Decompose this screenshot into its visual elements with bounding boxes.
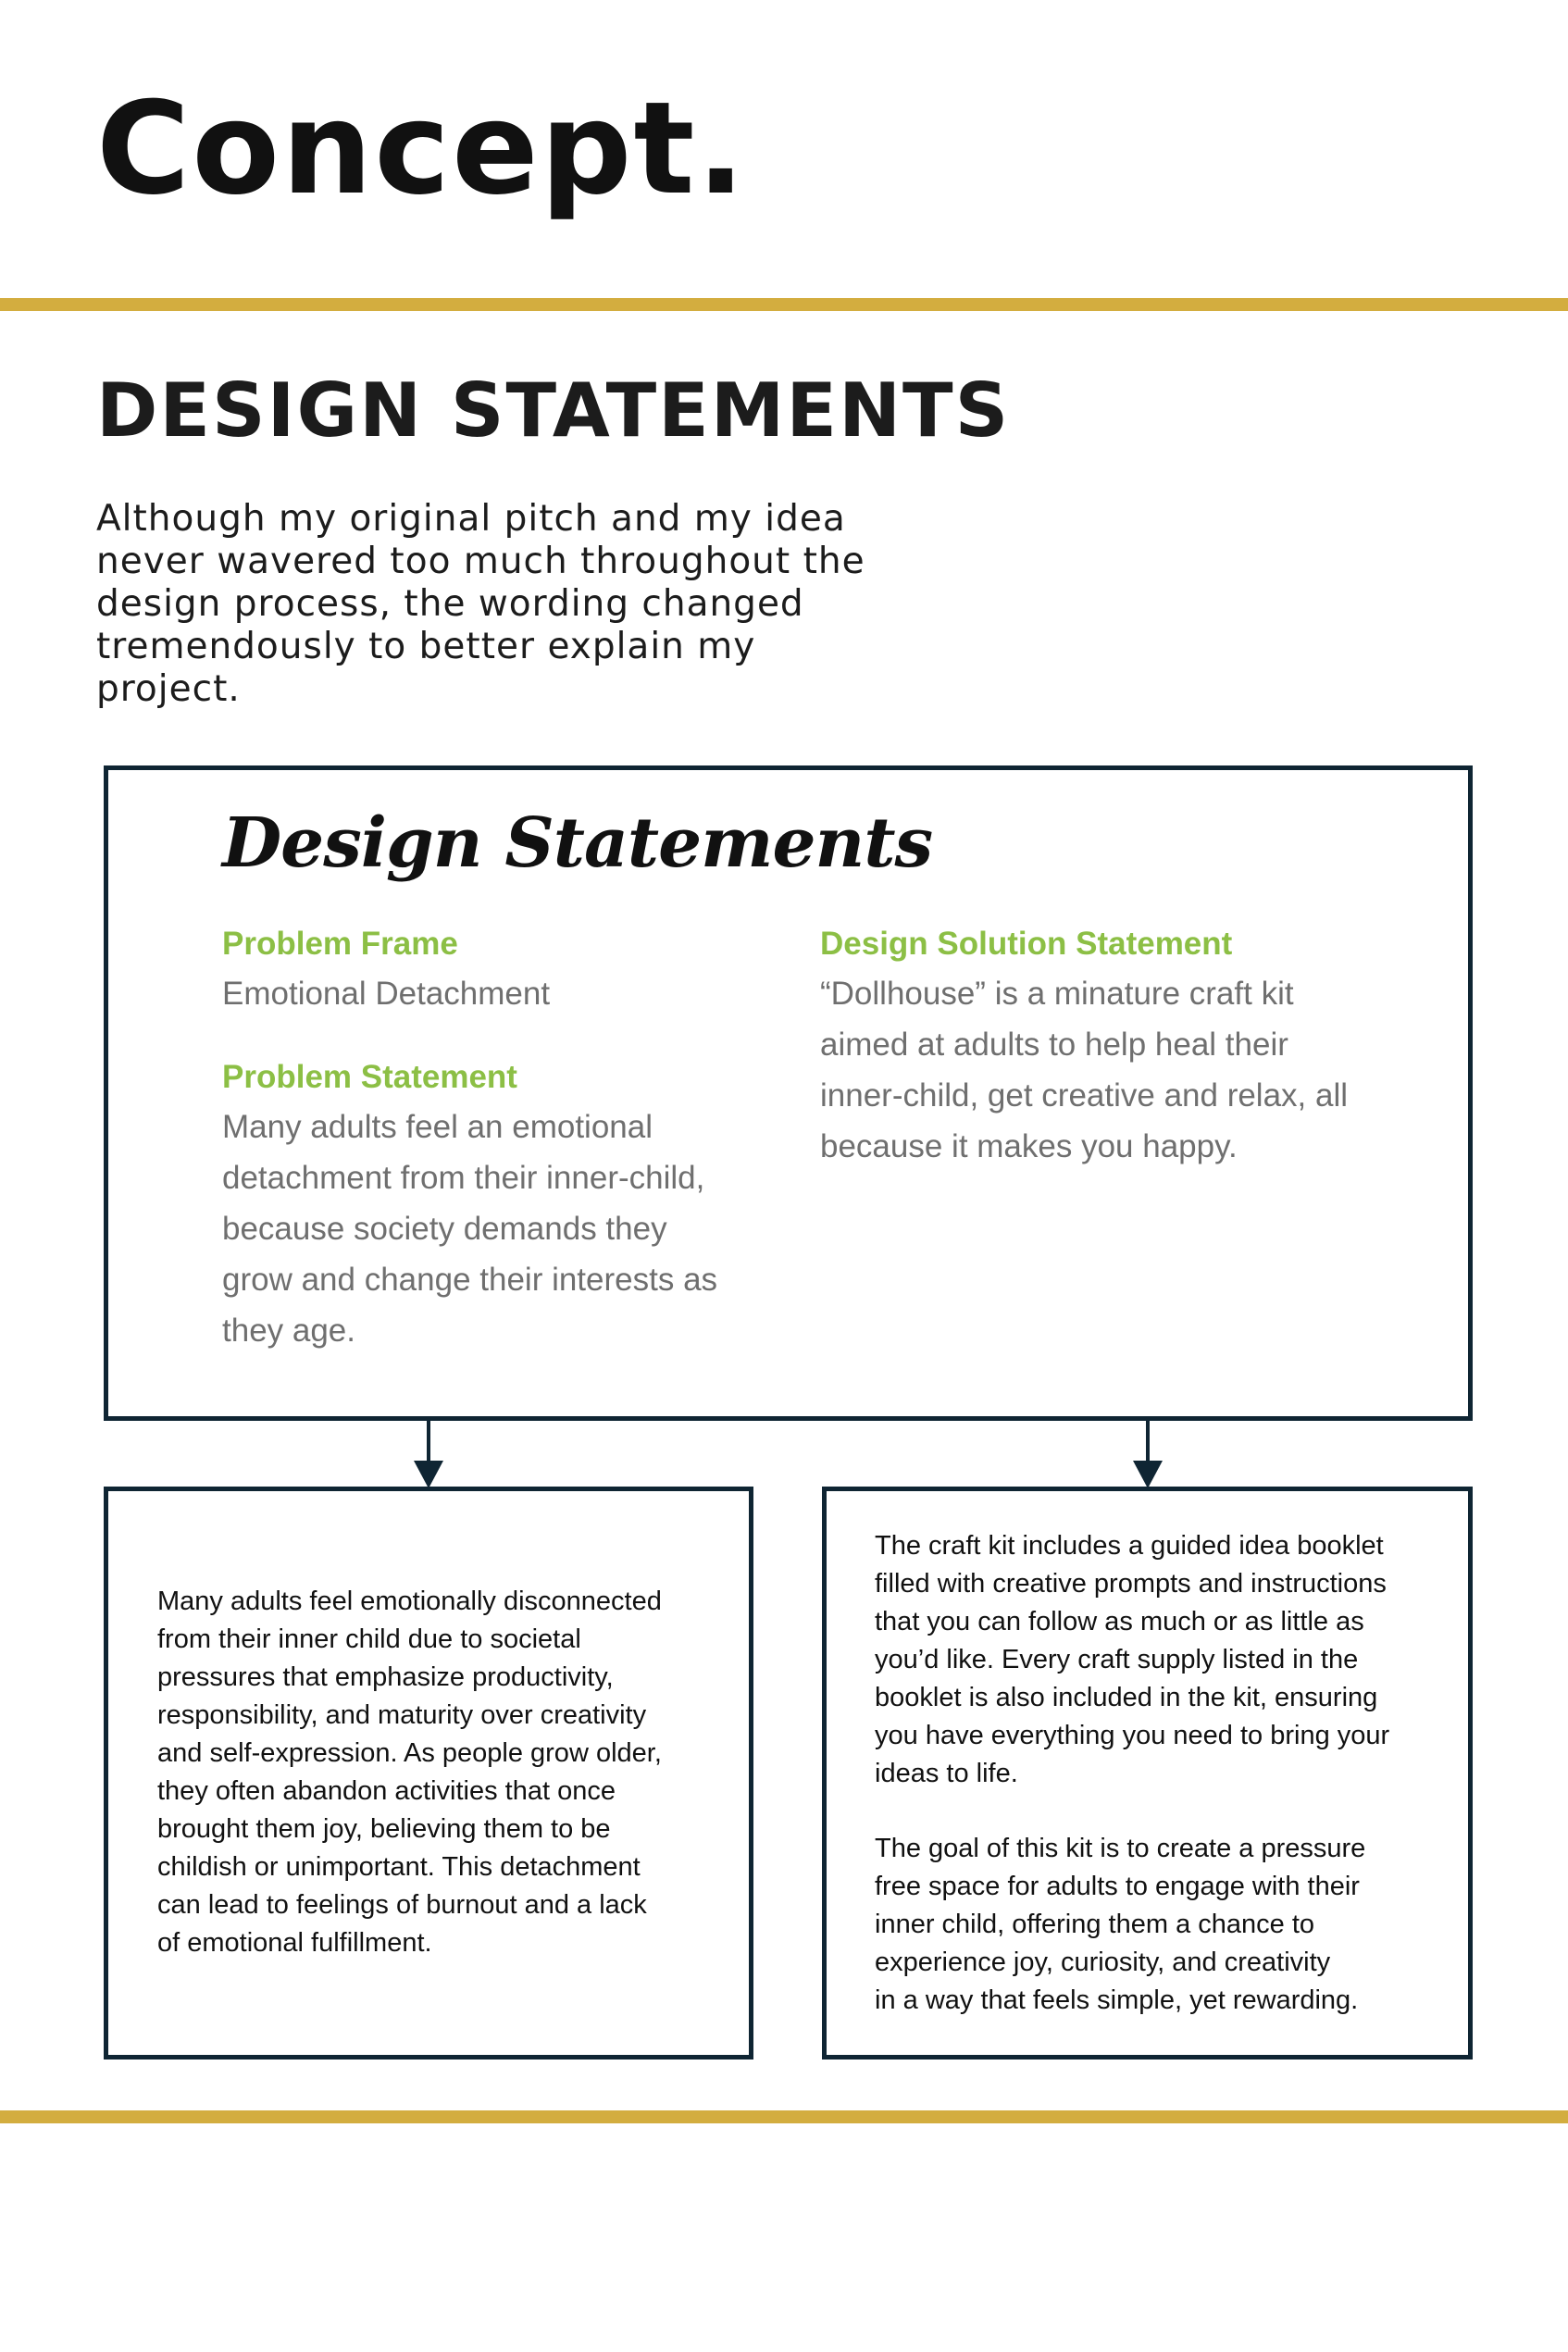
design-solution-text: “Dollhouse” is a minature craft kit aimed at adults to help heal their inner-child, get creative and relax, all because it makes you happy. <box>820 976 1349 1164</box>
page-title: Concept. <box>96 74 747 223</box>
problem-frame-label: Problem Frame <box>222 926 458 962</box>
problem-statement-label: Problem Statement <box>222 1059 517 1095</box>
solution-detail-paragraph-2: The goal of this kit is to create a pressure free space for adults to engage with their inner child, offering them a chance to experience joy, curiosity, and creativity in a way that feels simple, yet rewarding. <box>875 1834 1366 2015</box>
problem-statement-text: Many adults feel an emotional detachment from their inner-child, because society demands they grow and change their interests as they age. <box>222 1109 718 1349</box>
intro-paragraph: Although my original pitch and my idea never wavered too much throughout the design process, the wording changed tremendously to better explain my project. <box>96 498 865 710</box>
bottom-divider <box>0 2110 1568 2123</box>
left-arrow-head-icon <box>414 1461 443 1488</box>
section-heading: DESIGN STATEMENTS <box>96 367 1011 454</box>
right-arrow-head-icon <box>1133 1461 1163 1488</box>
problem-detail-text: Many adults feel emotionally disconnected from their inner child due to societal pressures that emphasize productivity, responsibility, and maturity over creativity and self-expression. As people grow older, they often abandon activities that once brought them joy, believing them to be childish or unimportant. This detachment can lead to feelings of burnout and a lack of emotional fulfillment. <box>157 1587 662 1958</box>
design-solution-label: Design Solution Statement <box>820 926 1233 962</box>
top-divider <box>0 298 1568 311</box>
design-statements-title: Design Statements <box>222 803 933 883</box>
solution-detail-paragraph-1: The craft kit includes a guided idea booklet filled with creative prompts and instructions that you can follow as much or as little as you’d like. Every craft supply listed in the booklet is also included in the kit, ensuring you have everything you need to bring your ideas to life. <box>875 1531 1390 1788</box>
problem-frame-text: Emotional Detachment <box>222 976 551 1012</box>
